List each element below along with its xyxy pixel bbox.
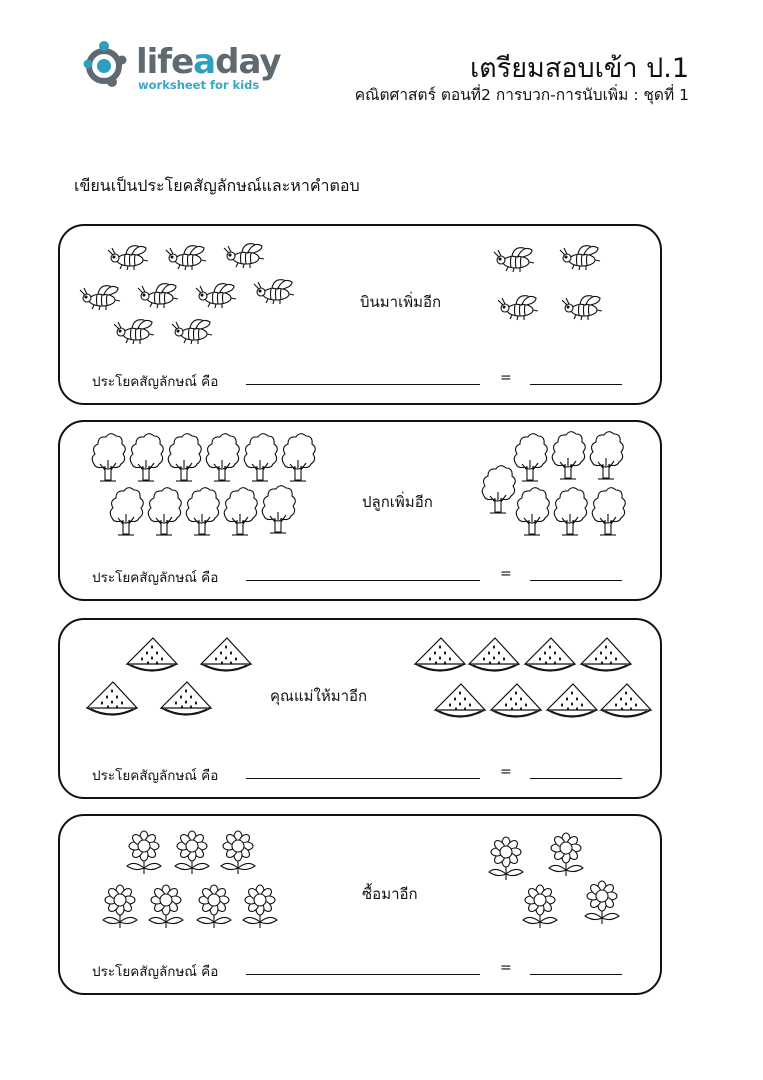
answer-line-sentence[interactable] bbox=[246, 778, 480, 779]
problem-phrase: ปลูกเพิ่มอีก bbox=[362, 493, 433, 511]
flower-icon bbox=[243, 885, 277, 928]
tree-icon bbox=[168, 434, 201, 481]
tree-icon bbox=[554, 488, 587, 535]
logo bbox=[82, 40, 282, 96]
tree-icon bbox=[110, 488, 143, 535]
equals-sign: = bbox=[500, 764, 512, 780]
page-subtitle: คณิตศาสตร์ ตอนที่2 การบวก-การนับเพิ่ม : ชุดที่ 1 bbox=[354, 86, 689, 104]
problem-phrase: คุณแม่ให้มาอีก bbox=[270, 687, 368, 705]
tree-icon bbox=[516, 488, 549, 535]
problem-box-trees bbox=[58, 420, 662, 601]
watermelon-slice-icon bbox=[581, 638, 631, 671]
tree-icon bbox=[186, 488, 219, 535]
tree-icon bbox=[206, 434, 239, 481]
watermelon-slice-icon bbox=[201, 638, 251, 671]
bee-icon bbox=[108, 246, 148, 270]
sentence-label: ประโยคสัญลักษณ์ คือ bbox=[92, 374, 219, 390]
watermelon-slice-icon bbox=[469, 638, 519, 671]
tree-icon bbox=[130, 434, 163, 481]
tree-icon bbox=[244, 434, 277, 481]
bee-icon bbox=[114, 320, 154, 344]
instruction: เขียนเป็นประโยคสัญลักษณ์และหาคำตอบ bbox=[74, 176, 360, 195]
tree-icon bbox=[148, 488, 181, 535]
flower-icon bbox=[221, 831, 255, 874]
bee-icon bbox=[172, 320, 212, 344]
watermelon-slice-icon bbox=[491, 684, 541, 717]
watermelon-slice-icon bbox=[601, 684, 651, 717]
logo-molecule-icon bbox=[82, 40, 130, 88]
bee-icon bbox=[560, 246, 600, 270]
equals-sign: = bbox=[500, 960, 512, 976]
flower-icon bbox=[585, 881, 619, 924]
tree-icon bbox=[482, 466, 515, 513]
logo-tagline: worksheet for kids bbox=[138, 78, 260, 92]
watermelon-slice-icon bbox=[525, 638, 575, 671]
page-title: เตรียมสอบเข้า ป.1 bbox=[469, 53, 689, 84]
bee-icon bbox=[254, 280, 294, 304]
tree-icon bbox=[552, 432, 585, 479]
watermelon-slice-icon bbox=[161, 682, 211, 715]
answer-line-sentence[interactable] bbox=[246, 384, 480, 385]
problem-box-watermelons bbox=[58, 618, 662, 799]
sentence-label: ประโยคสัญลักษณ์ คือ bbox=[92, 964, 219, 980]
watermelon-slice-icon bbox=[87, 682, 137, 715]
answer-line-result[interactable] bbox=[530, 384, 622, 385]
bee-icon bbox=[494, 248, 534, 272]
tree-icon bbox=[262, 486, 295, 533]
bee-icon bbox=[196, 284, 236, 308]
bee-icon bbox=[224, 244, 264, 268]
watermelon-slice-icon bbox=[547, 684, 597, 717]
flower-icon bbox=[175, 831, 209, 874]
tree-icon bbox=[590, 432, 623, 479]
tree-icon bbox=[514, 434, 547, 481]
sentence-label: ประโยคสัญลักษณ์ คือ bbox=[92, 570, 219, 586]
flower-icon bbox=[523, 885, 557, 928]
bee-icon bbox=[138, 284, 178, 308]
flower-icon bbox=[149, 885, 183, 928]
flower-icon bbox=[197, 885, 231, 928]
bee-icon bbox=[80, 286, 120, 310]
tree-icon bbox=[224, 488, 257, 535]
flower-icon bbox=[127, 831, 161, 874]
problem-phrase: บินมาเพิ่มอีก bbox=[360, 293, 442, 311]
equals-sign: = bbox=[500, 370, 512, 386]
problem-phrase: ซื้อมาอีก bbox=[362, 885, 418, 903]
tree-icon bbox=[282, 434, 315, 481]
bee-icon bbox=[562, 296, 602, 320]
equals-sign: = bbox=[500, 566, 512, 582]
sentence-label: ประโยคสัญลักษณ์ คือ bbox=[92, 768, 219, 784]
logo-wordmark: lifeaday bbox=[136, 42, 281, 82]
bee-icon bbox=[166, 246, 206, 270]
watermelon-slice-icon bbox=[415, 638, 465, 671]
answer-line-result[interactable] bbox=[530, 580, 622, 581]
answer-line-result[interactable] bbox=[530, 778, 622, 779]
problem-box-flowers bbox=[58, 814, 662, 995]
watermelon-slice-icon bbox=[127, 638, 177, 671]
answer-line-sentence[interactable] bbox=[246, 580, 480, 581]
flower-icon bbox=[103, 885, 137, 928]
bee-icon bbox=[498, 296, 538, 320]
answer-line-sentence[interactable] bbox=[246, 974, 480, 975]
flower-icon bbox=[549, 833, 583, 876]
watermelon-slice-icon bbox=[435, 684, 485, 717]
problem-box-bees bbox=[58, 224, 662, 405]
flower-icon bbox=[489, 837, 523, 880]
tree-icon bbox=[592, 488, 625, 535]
tree-icon bbox=[92, 434, 125, 481]
answer-line-result[interactable] bbox=[530, 974, 622, 975]
